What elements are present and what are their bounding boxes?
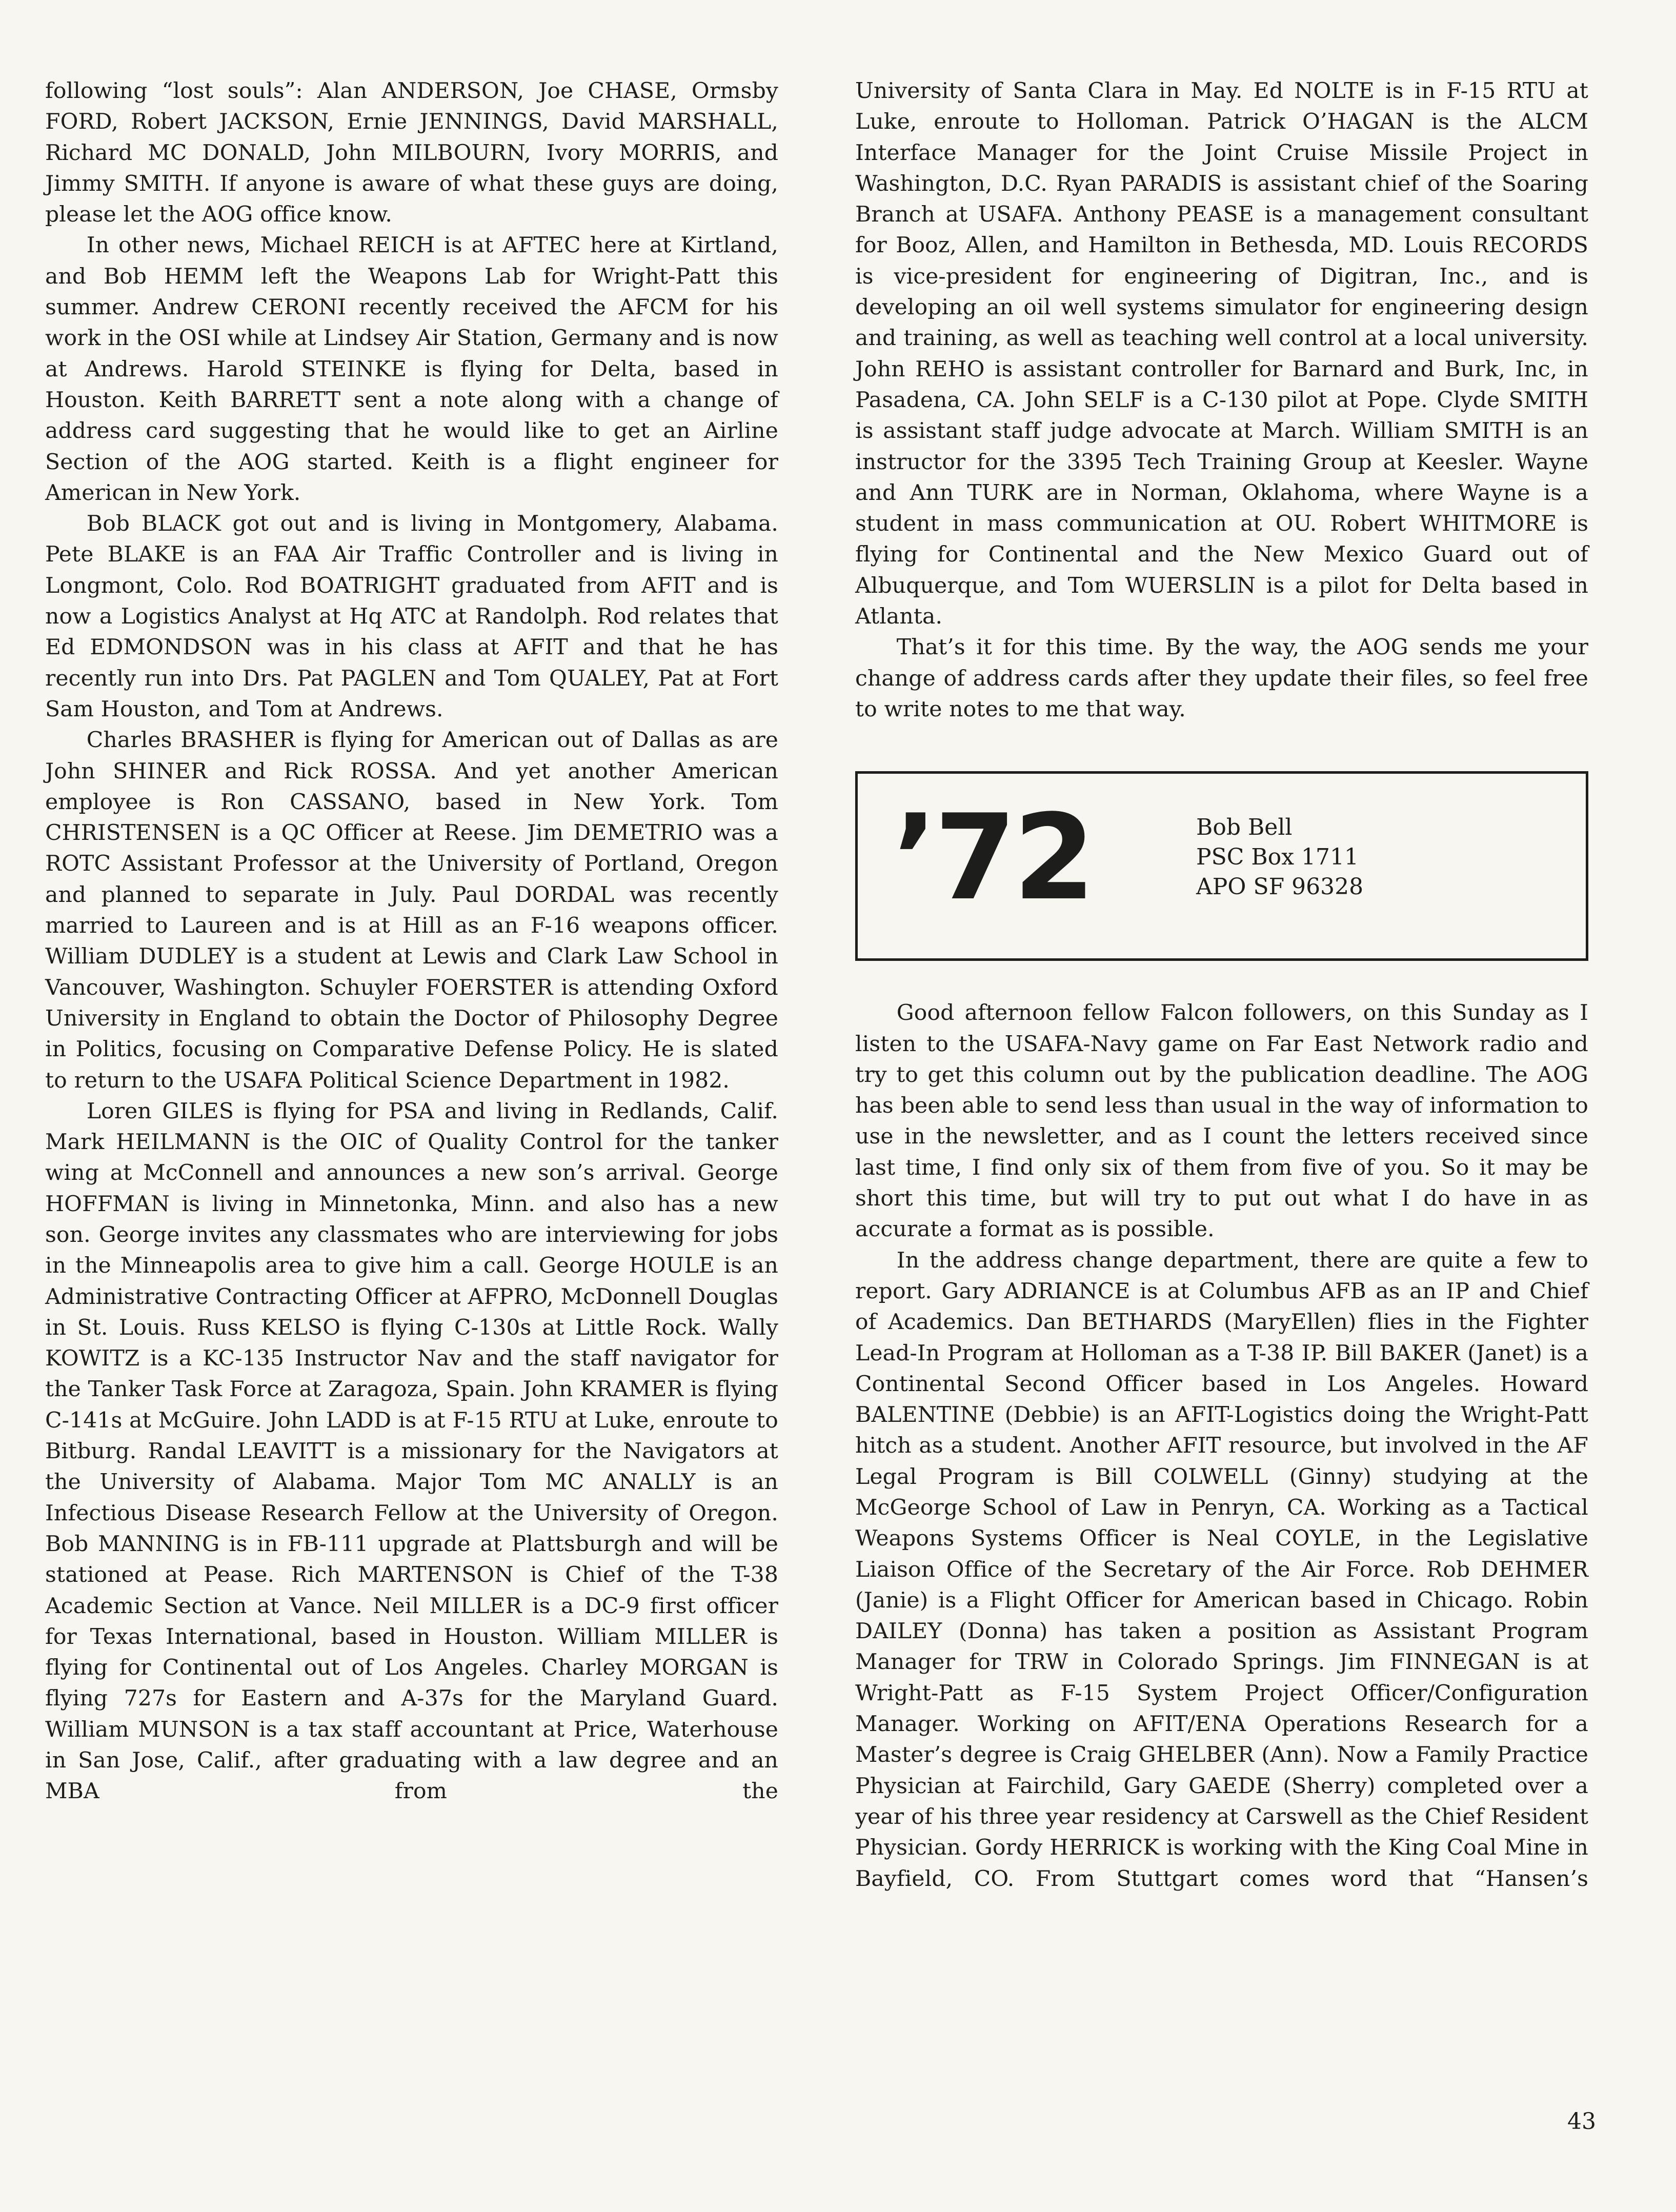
right-column bbox=[855, 76, 1588, 1895]
class-scribe-address bbox=[1196, 813, 1363, 902]
paragraph: Good afternoon fellow Falcon followers, on this Sunday as I listen to the USAFA-Navy game on Far East Network radio and try to get this column out by the publication deadline. The AOG has been able to send less than usual in the way of information to use in the newsletter, and as I count the letters received since last time, I find only six of them from five of you. So it may be short this time, but will try to put out what I do have in as accurate a format as is possible. bbox=[855, 1000, 1588, 1242]
paragraph: Loren GILES is flying for PSA and living in Redlands, Calif. Mark HEILMANN is the OIC of Quality Control for the tanker wing at McConnell and announces a new son’s arrival. George HOFFMAN is living in Minnetonka, Minn. and also has a new son. George invites any classmates who are interviewing for jobs in the Minneapolis area to give him a call. George HOULE is an Administrative Contracting Officer at AFPRO, McDonnell Douglas in St. Louis. Russ KELSO is flying C-130s at Little Rock. Wally KOWITZ is a KC-135 Instructor Nav and the staff navigator for the Tanker Task Force at Zaragoza, Spain. John KRAMER is flying C-141s at McGuire. John LADD is at F-15 RTU at Luke, enroute to Bitburg. Randal LEAVITT is a missionary for the Navigators at the University of Alabama. Major Tom MC ANALLY is an Infectious Disease Research Fellow at the University of Oregon. Bob MANNING is in FB-111 upgrade at Plattsburgh and will be stationed at Pease. Rich MARTENSON is Chief of the T-38 Academic Section at Vance. Neil MILLER is a DC-9 first officer for Texas International, based in Houston. William MILLER is flying for Continental out of Los Angeles. Charley MORGAN is flying 727s for Eastern and A-37s for the Maryland Guard. William MUNSON is a tax staff accountant at Price, Waterhouse in San Jose, Calif., after graduating with a law degree and an MBA from the bbox=[45, 1098, 778, 1804]
scribe-address-line: APO SF 96328 bbox=[1196, 874, 1364, 900]
paragraph: In other news, Michael REICH is at AFTEC here at Kirtland, and Bob HEMM left the Weapons Lab for Wright-Patt this summer. Andrew CERONI recently received the AFCM for his work in the OSI while at Lindsey Air Station, Germany and is now at Andrews. Harold STEINKE is flying for Delta, based in Houston. Keith BARRETT sent a note along with a change of address card suggesting that he would like to get an Airline Section of the AOG started. Keith is a flight engineer for American in New York. bbox=[45, 233, 778, 506]
paragraph: That’s it for this time. By the way, the AOG sends me your change of address cards after they update their files, so feel free to write notes to me that way. bbox=[855, 635, 1588, 722]
scribe-address-line: PSC Box 1711 bbox=[1196, 844, 1359, 871]
paragraph: Charles BRASHER is flying for American out of Dallas as are John SHINER and Rick ROSSA. And yet another American employee is Ron CASSANO, based in New York. Tom CHRISTENSEN is a QC Officer at Reese. Jim DEMETRIO was a ROTC Assistant Professor at the University of Portland, Oregon and planned to separate in July. Paul DORDAL was recently married to Laureen and is at Hill as an F-16 weapons officer. William DUDLEY is a student at Lewis and Clark Law School in Vancouver, Washington. Schuyler FOERSTER is attending Oxford University in England to obtain the Doctor of Philosophy Degree in Politics, focusing on Comparative Defense Policy. He is slated to return to the USAFA Political Science Department in 1982. bbox=[45, 728, 778, 1093]
left-column bbox=[45, 76, 778, 1807]
paragraph: University of Santa Clara in May. Ed NOLTE is in F-15 RTU at Luke, enroute to Holloman. Patrick O’HAGAN is the ALCM Interface Manager for the Joint Cruise Missile Project in Washington, D.C. Ryan PARADIS is assistant chief of the Soaring Branch at USAFA. Anthony PEASE is a management consultant for Booz, Allen, and Hamilton in Bethesda, MD. Louis RECORDS is vice-president for engineering of Digitran, Inc., and is developing an oil well systems simulator for engineering design and training, as well as teaching well control at a local university. John REHO is assistant controller for Barnard and Burk, Inc, in Pasadena, CA. John SELF is a C-130 pilot at Pope. Clyde SMITH is assistant staff judge advocate at March. William SMITH is an instructor for the 3395 Tech Training Group at Keesler. Wayne and Ann TURK are in Norman, Oklahoma, where Wayne is a student in mass communication at OU. Robert WHITMORE is flying for Continental and the New Mexico Guard out of Albuquerque, and Tom WUERSLIN is a pilot for Delta based in Atlanta. bbox=[855, 78, 1588, 630]
paragraph: Bob BLACK got out and is living in Montgomery, Alabama. Pete BLAKE is an FAA Air Traffic Controller and is living in Longmont, Colo. Rod BOATRIGHT graduated from AFIT and is now a Logistics Analyst at Hq ATC at Randolph. Rod relates that Ed EDMONDSON was in his class at AFIT and that he has recently run into Drs. Pat PAGLEN and Tom QUALEY, Pat at Fort Sam Houston, and Tom at Andrews. bbox=[45, 511, 778, 722]
paragraph: In the address change department, there are quite a few to report. Gary ADRIANCE is at Columbus AFB as an IP and Chief of Academics. Dan BETHARDS (MaryEllen) flies in the Fighter Lead-In Program at Holloman as a T-38 IP. Bill BAKER (Janet) is a Continental Second Officer based in Los Angeles. Howard BALENTINE (Debbie) is an AFIT-Logistics doing the Wright-Patt hitch as a student. Another AFIT resource, but involved in the AF Legal Program is Bill COLWELL (Ginny) studying at the McGeorge School of Law in Penryn, CA. Working as a Tactical Weapons Systems Officer is Neal COYLE, in the Legislative Liaison Office of the Secretary of the Air Force. Rob DEHMER (Janie) is a Flight Officer for American based in Chicago. Robin DAILEY (Donna) has taken a position as Assistant Program Manager for TRW in Colorado Springs. Jim FINNEGAN is at Wright-Patt as F-15 System Project Officer/Configuration Manager. Working on AFIT/ENA Operations Research for a Master’s degree is Craig GHELBER (Ann). Now a Family Practice Physician at Fairchild, Gary GAEDE (Sherry) completed over a year of his three year residency at Carswell as the Chief Resident Physician. Gordy HERRICK is working with the King Coal Mine in Bayfield, CO. From Stuttgart comes word that “Hansen’s bbox=[855, 1248, 1588, 1892]
page-number: 43 bbox=[1567, 2108, 1596, 2135]
paragraph: following “lost souls”: Alan ANDERSON, Joe CHASE, Ormsby FORD, Robert JACKSON, Ernie JENNINGS, David MARSHALL, Richard MC DONALD, John MILBOURN, Ivory MORRIS, and Jimmy SMITH. If anyone is aware of what these guys are doing, please let the AOG office know. bbox=[45, 78, 778, 228]
scribe-name: Bob Bell bbox=[1196, 814, 1293, 841]
class-year: ’72 bbox=[893, 790, 1093, 927]
class-header-box bbox=[855, 771, 1588, 961]
